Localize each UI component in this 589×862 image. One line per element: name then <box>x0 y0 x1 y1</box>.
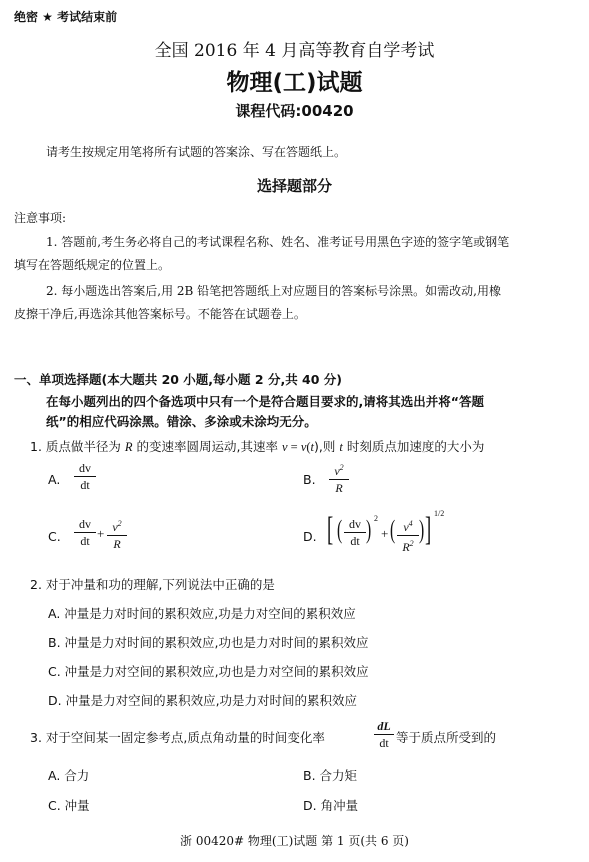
page-footer: 浙 00420# 物理(工)试题 第 1 页(共 6 页) <box>180 834 409 848</box>
left-bracket: [ <box>327 511 334 548</box>
fraction-bar <box>107 535 127 536</box>
right-paren: ) <box>419 515 425 544</box>
q3-option-d: D. 角冲量 <box>303 798 359 813</box>
q1-option-c-fraction-1 <box>74 517 96 548</box>
q2-option-c: C. 冲量是力对空间的累积效应,功也是力对空间的累积效应 <box>48 664 369 679</box>
left-paren: ( <box>337 515 343 544</box>
plus-sign: + <box>97 526 105 541</box>
q2-option-d: D. 冲量是力对空间的累积效应,功是力对时间的累积效应 <box>48 693 358 708</box>
note-item-1-line-2: 填写在答题纸规定的位置上。 <box>14 258 171 272</box>
q1-var-v: v <box>281 440 288 454</box>
numerator: dL <box>377 719 391 733</box>
right-paren: ) <box>366 515 372 544</box>
fraction-bar <box>397 535 419 536</box>
denominator: R <box>402 540 410 554</box>
q1-var-r: R <box>124 440 133 454</box>
numerator: dv <box>349 517 361 531</box>
q1-option-a-label: A. <box>48 472 61 487</box>
exponent: 2 <box>374 514 378 523</box>
numerator: v <box>403 520 409 534</box>
candidate-note: 请考生按规定用笔将所有试题的答案涂、写在答题纸上。 <box>46 145 347 159</box>
q1-stem-text: 1. 质点做半径为 <box>30 439 125 454</box>
question-3-stem: 3. 对于空间某一固定参考点,质点角动量的时间变化率 <box>30 730 325 745</box>
fraction-bar <box>74 476 96 477</box>
part-one-instruction-line-2: 纸”的相应代码涂黑。错涂、多涂或未涂均无分。 <box>46 414 317 429</box>
q1-stem-text: 的变速率圆周运动,其速率 <box>132 439 282 454</box>
fraction-bar <box>74 532 96 533</box>
denominator: R <box>113 537 121 551</box>
question-2-stem: 2. 对于冲量和功的理解,下列说法中正确的是 <box>30 577 275 592</box>
note-item-1-line-1: 1. 答题前,考生务必将自己的考试课程名称、姓名、准考证号用黑色字迹的签字笔或钢笔 <box>46 235 510 249</box>
denominator: dt <box>379 736 389 750</box>
q2-option-a: A. 冲量是力对时间的累积效应,功是力对空间的累积效应 <box>48 606 356 621</box>
numerator: v <box>112 520 118 534</box>
q1-option-d-fraction-2 <box>397 517 419 554</box>
subject-title: 物理(工)试题 <box>226 70 363 96</box>
q1-stem-text: 时刻质点加速度的大小为 <box>342 439 485 454</box>
part-one-heading: 一、单项选择题(本大题共 20 小题,每小题 2 分,共 40 分) <box>14 372 343 387</box>
q1-stem-text: ),则 <box>314 439 340 454</box>
exponent: 2 <box>409 539 414 548</box>
fraction-bar <box>374 734 394 735</box>
q1-option-c-fraction-2 <box>107 517 127 551</box>
q3-stem-fraction <box>374 719 394 750</box>
q1-option-a-fraction <box>74 461 96 492</box>
notes-heading: 注意事项: <box>14 211 67 225</box>
exponent: 4 <box>408 519 413 528</box>
numerator: v <box>334 464 340 478</box>
plus-sign: + <box>381 526 389 541</box>
q1-option-c-label: C. <box>48 529 61 544</box>
fraction-bar <box>329 479 349 480</box>
q3-option-c: C. 冲量 <box>48 798 90 813</box>
q2-option-b: B. 冲量是力对时间的累积效应,功也是力对时间的累积效应 <box>48 635 369 650</box>
q1-equals: = <box>287 440 301 454</box>
exam-title: 全国 2016 年 4 月高等教育自学考试 <box>154 41 435 61</box>
q1-option-d-label: D. <box>303 529 317 544</box>
confidential-label: 绝密 ★ 考试结束前 <box>14 10 118 24</box>
question-3-stem-end: 等于质点所受到的 <box>396 730 497 745</box>
q3-option-a: A. 合力 <box>48 768 90 783</box>
note-item-2-line-2: 皮擦干净后,再选涂其他答案标号。不能答在试题卷上。 <box>14 307 306 321</box>
denominator: dt <box>350 534 360 548</box>
q1-option-b-fraction <box>329 461 349 495</box>
q3-option-b: B. 合力矩 <box>303 768 358 783</box>
exponent: 1/2 <box>434 509 445 518</box>
q1-paren: ( <box>306 440 311 454</box>
denominator: dt <box>80 534 90 548</box>
q1-var-t: t <box>339 440 343 454</box>
part-one-instruction-line-1: 在每小题列出的四个备选项中只有一个是符合题目要求的,请将其选出并将“答题 <box>46 394 484 409</box>
note-item-2-line-1: 2. 每小题选出答案后,用 2B 铅笔把答题纸上对应题目的答案标号涂黑。如需改动,用橡 <box>46 284 501 298</box>
fraction-bar <box>344 532 366 533</box>
question-1-stem <box>30 437 484 455</box>
numerator: dv <box>79 461 91 475</box>
q1-option-b-label: B. <box>303 472 316 487</box>
section-heading: 选择题部分 <box>256 177 332 195</box>
q1-option-d-fraction-1 <box>344 517 366 548</box>
exponent: 2 <box>117 519 122 528</box>
course-code: 课程代码:00420 <box>235 102 354 120</box>
denominator: R <box>335 481 343 495</box>
left-paren: ( <box>390 515 396 544</box>
exponent: 2 <box>339 463 344 472</box>
denominator: dt <box>80 478 90 492</box>
q1-var-v: v <box>300 440 307 454</box>
q1-var-t: t <box>310 440 315 454</box>
right-bracket: ] <box>425 511 432 548</box>
numerator: dv <box>79 517 91 531</box>
